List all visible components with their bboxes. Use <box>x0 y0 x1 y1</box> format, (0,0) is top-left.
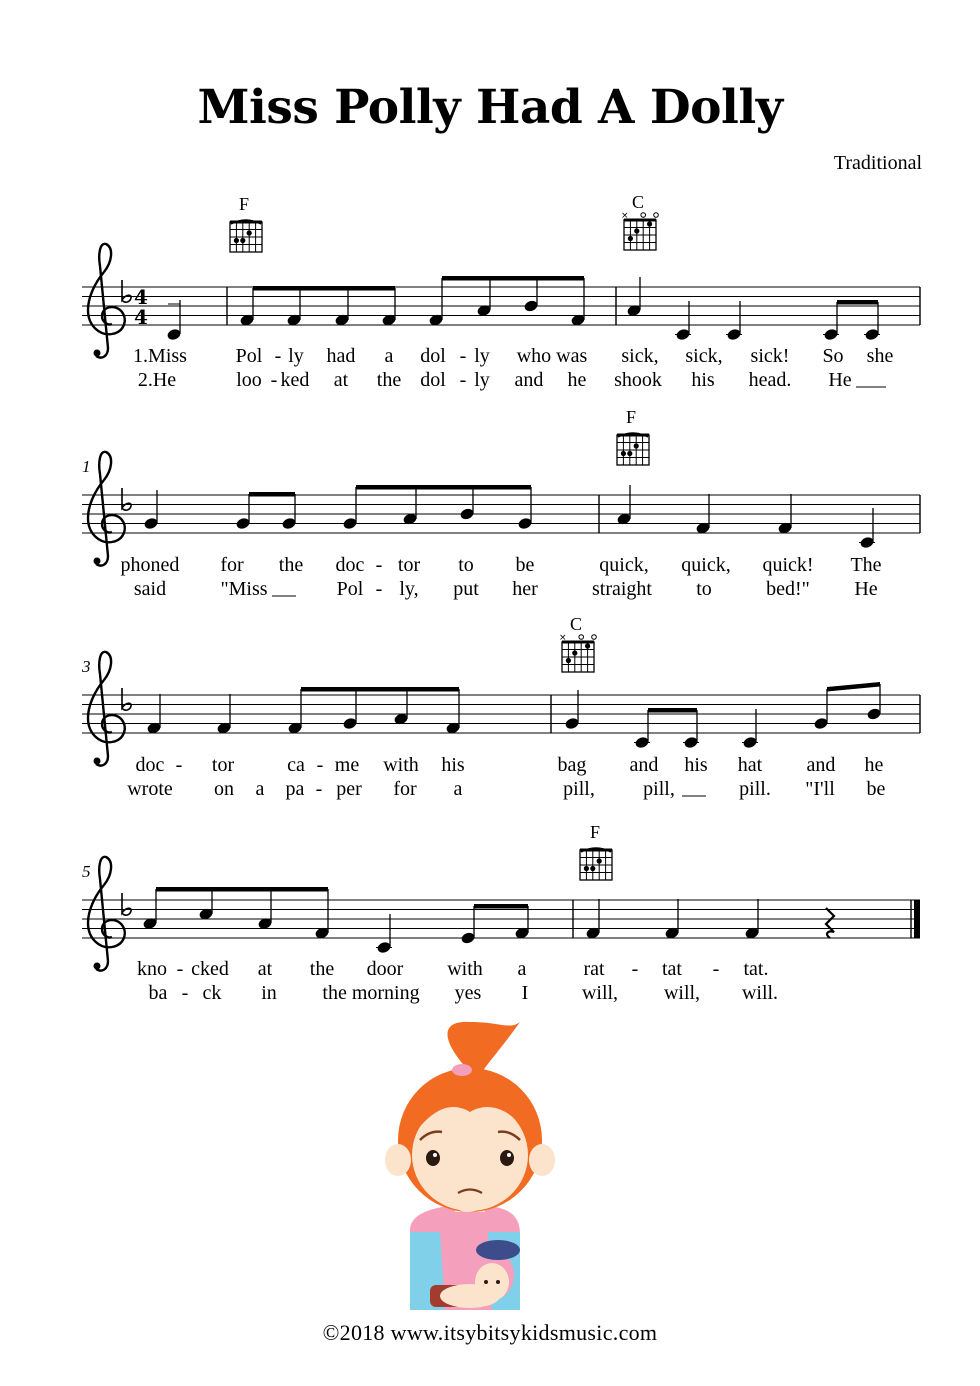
svg-text:me: me <box>334 754 360 776</box>
svg-text:will,: will, <box>663 982 701 1004</box>
svg-text:"I'll: "I'll <box>805 778 835 800</box>
svg-text:his: his <box>684 754 708 776</box>
chord-diagram-icon <box>617 433 649 465</box>
time-signature-bottom: 4 <box>134 305 148 329</box>
flat-icon <box>122 280 131 302</box>
svg-text:at: at <box>333 369 349 391</box>
svg-text:be: be <box>515 554 535 576</box>
svg-text:phoned: phoned <box>120 554 180 576</box>
svg-text:who was: who was <box>516 345 588 367</box>
svg-text:quick,: quick, <box>599 554 649 576</box>
svg-text:He: He <box>854 578 878 600</box>
svg-text:dol: dol <box>420 345 446 367</box>
svg-text:the: the <box>309 958 335 980</box>
svg-text:at: at <box>257 958 273 980</box>
system-2 <box>82 407 920 600</box>
svg-text:head.: head. <box>748 369 792 391</box>
svg-text:kno: kno <box>137 958 167 980</box>
treble-clef-icon <box>88 452 125 566</box>
svg-text:dol: dol <box>420 369 446 391</box>
chord-name: F <box>239 194 250 214</box>
svg-text:doc: doc <box>135 754 165 776</box>
svg-text:and: and <box>806 754 836 776</box>
svg-text:-: - <box>631 958 639 980</box>
svg-text:a: a <box>517 958 527 980</box>
lyrics-verse-2 <box>127 778 885 800</box>
svg-text:tat: tat <box>662 958 682 980</box>
svg-text:-: - <box>270 369 278 391</box>
svg-text:-: - <box>375 578 383 600</box>
lyrics-verse-1 <box>136 754 884 776</box>
svg-text:the: the <box>278 554 304 576</box>
lyrics-verse-1 <box>137 958 769 980</box>
svg-text:and: and <box>629 754 659 776</box>
chord-c <box>621 192 658 250</box>
chord-f <box>580 822 612 880</box>
svg-text:the: the <box>376 369 402 391</box>
svg-text:-: - <box>181 982 189 1004</box>
svg-text:in: in <box>261 982 277 1004</box>
svg-text:cked: cked <box>191 958 229 980</box>
svg-text:quick,: quick, <box>681 554 731 576</box>
svg-text:with: with <box>383 754 419 776</box>
chord-name: F <box>626 407 637 427</box>
svg-text:I: I <box>521 982 529 1004</box>
system-1 <box>82 192 920 391</box>
svg-text:straight: straight <box>592 578 652 600</box>
svg-text:quick!: quick! <box>762 554 814 576</box>
staff-lines <box>82 287 920 325</box>
svg-text:his: his <box>441 754 465 776</box>
svg-text:-: - <box>712 958 720 980</box>
svg-text:will,: will, <box>581 982 619 1004</box>
svg-text:with: with <box>447 958 483 980</box>
svg-text:ca: ca <box>287 754 305 776</box>
svg-text:he: he <box>864 754 884 776</box>
svg-text:per: per <box>336 778 362 800</box>
svg-text:a: a <box>384 345 394 367</box>
svg-text:ba: ba <box>148 982 168 1004</box>
chord-f <box>617 407 649 465</box>
lyrics-verse-1 <box>121 554 882 576</box>
svg-text:Pol: Pol <box>235 345 263 367</box>
system-4 <box>82 822 920 1004</box>
chord-c <box>559 614 596 672</box>
svg-text:-: - <box>175 754 183 776</box>
chord-name: C <box>632 192 645 212</box>
svg-text:ly: ly <box>288 345 304 367</box>
svg-text:ly: ly <box>474 369 490 391</box>
svg-text:door: door <box>366 958 404 980</box>
svg-text:-: - <box>176 958 184 980</box>
svg-text:loo: loo <box>236 369 262 391</box>
chord-diagram-icon <box>580 848 612 880</box>
measure-number: 3 <box>82 657 91 676</box>
svg-text:pill,: pill, <box>643 778 675 800</box>
svg-text:ked: ked <box>280 369 310 391</box>
svg-text:on: on <box>214 778 234 800</box>
flat-icon <box>122 488 131 510</box>
svg-text:a: a <box>453 778 463 800</box>
svg-text:put: put <box>453 578 479 600</box>
chord-f <box>230 194 262 252</box>
svg-text:she: she <box>866 345 894 367</box>
svg-text:1.Miss: 1.Miss <box>133 345 187 367</box>
svg-text:-: - <box>274 345 282 367</box>
svg-text:-: - <box>459 369 467 391</box>
svg-text:for: for <box>393 778 417 800</box>
treble-clef-icon <box>88 857 125 971</box>
svg-text:and: and <box>514 369 544 391</box>
sad-girl-holding-doll-icon <box>385 1022 555 1310</box>
chord-diagram-icon <box>230 220 262 252</box>
svg-text:pa: pa <box>285 778 305 800</box>
svg-text:So: So <box>822 345 844 367</box>
svg-text:sick!: sick! <box>750 345 790 367</box>
song-title: Miss Polly Had A Dolly <box>197 80 783 135</box>
svg-text:tor: tor <box>211 754 235 776</box>
treble-clef-icon <box>88 244 125 358</box>
svg-text:a: a <box>255 778 265 800</box>
svg-text:Pol: Pol <box>336 578 364 600</box>
svg-text:-: - <box>315 778 323 800</box>
svg-text:had: had <box>326 345 356 367</box>
svg-text:will.: will. <box>741 982 779 1004</box>
svg-text:tat.: tat. <box>743 958 769 980</box>
svg-text:ly,: ly, <box>399 578 419 600</box>
svg-text:×: × <box>621 211 629 221</box>
svg-text:The: The <box>850 554 882 576</box>
svg-text:sick,: sick, <box>685 345 723 367</box>
svg-text:-: - <box>316 754 324 776</box>
svg-text:be: be <box>866 778 886 800</box>
svg-text:pill,: pill, <box>563 778 595 800</box>
treble-clef-icon <box>88 652 125 766</box>
svg-text:ly: ly <box>474 345 490 367</box>
flat-icon <box>122 688 131 710</box>
time-signature-top: 4 <box>134 285 148 309</box>
chord-name: C <box>570 614 583 634</box>
svg-text:the morning: the morning <box>322 982 420 1004</box>
system-3 <box>81 614 920 800</box>
chord-name: F <box>590 822 601 842</box>
svg-text:2.He: 2.He <box>137 369 177 391</box>
measure-number: 5 <box>82 862 91 881</box>
svg-text:shook: shook <box>614 369 662 391</box>
chord-diagram-icon <box>621 211 658 250</box>
svg-text:ck: ck <box>202 982 222 1004</box>
svg-text:he: he <box>567 369 587 391</box>
svg-text:his: his <box>691 369 715 391</box>
lyrics-verse-2 <box>134 578 878 600</box>
notes <box>167 276 880 341</box>
svg-text:wrote: wrote <box>127 778 173 800</box>
svg-text:"Miss: "Miss <box>220 578 268 600</box>
measure-number: 1 <box>82 457 91 476</box>
svg-text:sick,: sick, <box>621 345 659 367</box>
flat-icon <box>122 893 131 915</box>
svg-text:tor: tor <box>397 554 421 576</box>
svg-text:her: her <box>512 578 538 600</box>
svg-text:hat: hat <box>737 754 763 776</box>
svg-text:to: to <box>458 554 474 576</box>
svg-text:bag: bag <box>557 754 587 776</box>
svg-text:pill.: pill. <box>739 778 771 800</box>
composer-credit: Traditional <box>833 152 922 174</box>
svg-text:yes: yes <box>454 982 482 1004</box>
lyrics-verse-2 <box>138 369 886 391</box>
svg-text:said: said <box>133 578 167 600</box>
quarter-rest-icon <box>826 908 834 938</box>
svg-text:bed!": bed!" <box>766 578 810 600</box>
lyrics-verse-1 <box>133 345 893 367</box>
svg-text:He: He <box>828 369 852 391</box>
copyright-footer: ©2018 www.itsybitsykidsmusic.com <box>322 1320 658 1345</box>
svg-text:-: - <box>375 554 383 576</box>
svg-text:for: for <box>220 554 244 576</box>
lyrics-verse-2 <box>149 982 779 1004</box>
svg-text:rat: rat <box>583 958 605 980</box>
chord-diagram-icon <box>559 633 596 672</box>
final-barline <box>914 900 920 938</box>
svg-text:-: - <box>459 345 467 367</box>
svg-text:doc: doc <box>335 554 365 576</box>
svg-text:×: × <box>559 633 567 643</box>
svg-text:to: to <box>696 578 712 600</box>
